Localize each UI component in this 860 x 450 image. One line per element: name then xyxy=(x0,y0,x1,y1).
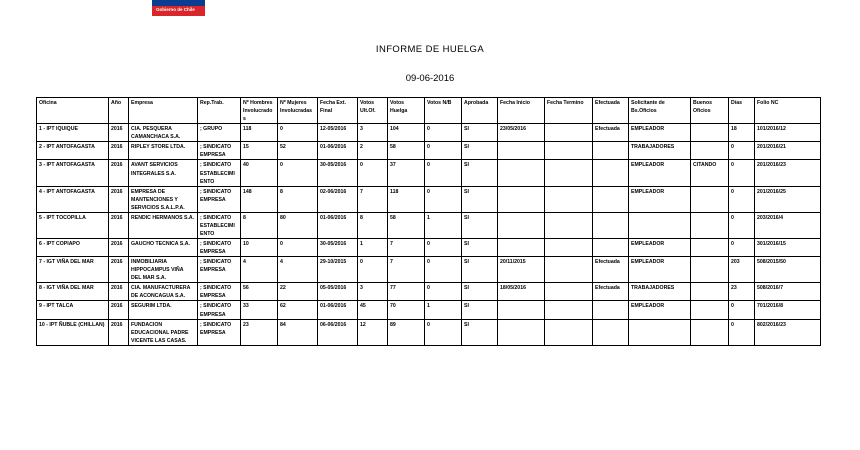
table-row xyxy=(37,186,821,212)
table-row xyxy=(37,239,821,257)
cell-rep-trab: ; SINDICATO ESTABLECIMIENTO xyxy=(198,160,241,186)
table-body xyxy=(37,124,821,346)
cell-dias: 0 xyxy=(729,212,755,238)
cell-votos-nb: 0 xyxy=(425,257,462,283)
cell-votos-huelga: 7 xyxy=(388,239,425,257)
cell-dias: 0 xyxy=(729,239,755,257)
cell-oficina: 6 - IPT COPIAPO xyxy=(37,239,109,257)
cell-votos-ult: 3 xyxy=(358,124,388,142)
cell-fecha-ext: 29-10/2015 xyxy=(318,257,358,283)
cell-fecha-termino xyxy=(545,186,593,212)
cell-aprobada: SI xyxy=(462,186,498,212)
cell-fecha-inicio xyxy=(498,160,545,186)
cell-solicitante: EMPLEADOR xyxy=(629,257,691,283)
cell-rep-trab: ; SINDICATO EMPRESA xyxy=(198,319,241,345)
cell-oficina: 7 - IGT VIÑA DEL MAR xyxy=(37,257,109,283)
cell-empresa: CIA. PESQUERA CAMANCHACA S.A. xyxy=(129,124,198,142)
report-title: INFORME DE HUELGA xyxy=(375,44,485,55)
cell-fecha-inicio: 18/05/2016 xyxy=(498,283,545,301)
cell-folio: 301/2016/15 xyxy=(755,239,821,257)
cell-anio: 2016 xyxy=(109,212,129,238)
table-row xyxy=(37,257,821,283)
cell-votos-ult: 45 xyxy=(358,301,388,319)
cell-fecha-ext: 01-06/2016 xyxy=(318,301,358,319)
cell-folio: 701/2016/8 xyxy=(755,301,821,319)
cell-fecha-inicio: 23/05/2016 xyxy=(498,124,545,142)
cell-empresa: INMOBILIARIA HIPPOCAMPUS VIÑA DEL MAR S.A. xyxy=(129,257,198,283)
cell-efectuada xyxy=(593,186,629,212)
cell-votos-ult: 1 xyxy=(358,239,388,257)
cell-votos-nb: 0 xyxy=(425,239,462,257)
cell-oficina: 8 - IGT VIÑA DEL MAR xyxy=(37,283,109,301)
cell-buenos-oficios: CITANDO xyxy=(691,160,729,186)
cell-solicitante xyxy=(629,319,691,345)
cell-fecha-ext: 30-05/2016 xyxy=(318,239,358,257)
column-header: Nº Hombres Involucrados xyxy=(241,98,278,124)
cell-buenos-oficios xyxy=(691,301,729,319)
cell-votos-ult: 7 xyxy=(358,186,388,212)
cell-buenos-oficios xyxy=(691,283,729,301)
cell-mujeres: 0 xyxy=(278,124,318,142)
cell-votos-huelga: 77 xyxy=(388,283,425,301)
cell-efectuada xyxy=(593,319,629,345)
cell-fecha-inicio xyxy=(498,142,545,160)
cell-mujeres: 62 xyxy=(278,301,318,319)
cell-oficina: 5 - IPT TOCOPILLA xyxy=(37,212,109,238)
cell-fecha-ext: 12-05/2016 xyxy=(318,124,358,142)
cell-aprobada: SI xyxy=(462,283,498,301)
cell-fecha-inicio xyxy=(498,212,545,238)
cell-fecha-inicio xyxy=(498,301,545,319)
cell-fecha-termino xyxy=(545,301,593,319)
cell-aprobada: SI xyxy=(462,124,498,142)
cell-efectuada xyxy=(593,301,629,319)
cell-fecha-ext: 05-05/2016 xyxy=(318,283,358,301)
column-header: Fecha Termino xyxy=(545,98,593,124)
cell-anio: 2016 xyxy=(109,257,129,283)
cell-empresa: CIA. MANUFACTURERA DE ACONCAGUA S.A. xyxy=(129,283,198,301)
cell-anio: 2016 xyxy=(109,301,129,319)
cell-hombres: 40 xyxy=(241,160,278,186)
cell-aprobada: SI xyxy=(462,257,498,283)
cell-aprobada: SI xyxy=(462,212,498,238)
cell-mujeres: 0 xyxy=(278,239,318,257)
cell-anio: 2016 xyxy=(109,283,129,301)
cell-mujeres: 0 xyxy=(278,160,318,186)
column-header: Fecha Inicio xyxy=(498,98,545,124)
column-header: Solicitante de Bs.Oficios xyxy=(629,98,691,124)
cell-votos-nb: 0 xyxy=(425,319,462,345)
logo-text: Gobierno de Chile xyxy=(156,7,195,12)
header-row xyxy=(37,98,821,124)
cell-aprobada: SI xyxy=(462,160,498,186)
table-row xyxy=(37,283,821,301)
column-header: Folio NC xyxy=(755,98,821,124)
cell-solicitante xyxy=(629,212,691,238)
cell-efectuada xyxy=(593,239,629,257)
cell-votos-nb: 1 xyxy=(425,301,462,319)
cell-fecha-termino xyxy=(545,124,593,142)
cell-hombres: 8 xyxy=(241,212,278,238)
cell-hombres: 118 xyxy=(241,124,278,142)
cell-oficina: 3 - IPT ANTOFAGASTA xyxy=(37,160,109,186)
cell-anio: 2016 xyxy=(109,186,129,212)
column-header: Año xyxy=(109,98,129,124)
column-header: Rep.Trab. xyxy=(198,98,241,124)
cell-fecha-inicio: 20/11/2015 xyxy=(498,257,545,283)
cell-rep-trab: ; SINDICATO EMPRESA xyxy=(198,257,241,283)
cell-anio: 2016 xyxy=(109,160,129,186)
column-header: Aprobada xyxy=(462,98,498,124)
cell-hombres: 56 xyxy=(241,283,278,301)
table-row xyxy=(37,124,821,142)
cell-solicitante: EMPLEADOR xyxy=(629,124,691,142)
cell-efectuada xyxy=(593,212,629,238)
cell-folio: 508/2016/7 xyxy=(755,283,821,301)
cell-votos-huelga: 70 xyxy=(388,301,425,319)
cell-empresa: EMPRESA DE MANTENCIONES Y SERVICIOS S.A.L.P.A. xyxy=(129,186,198,212)
cell-empresa: RENDIC HERMANOS S.A. xyxy=(129,212,198,238)
cell-fecha-ext: 01-06/2016 xyxy=(318,212,358,238)
cell-fecha-termino xyxy=(545,257,593,283)
cell-dias: 0 xyxy=(729,319,755,345)
cell-empresa: RIPLEY STORE LTDA. xyxy=(129,142,198,160)
column-header: Fecha Ext. Final xyxy=(318,98,358,124)
cell-dias: 0 xyxy=(729,186,755,212)
cell-rep-trab: ; SINDICATO EMPRESA xyxy=(198,142,241,160)
cell-folio: 201/2016/25 xyxy=(755,186,821,212)
cell-buenos-oficios xyxy=(691,212,729,238)
cell-dias: 0 xyxy=(729,142,755,160)
cell-efectuada xyxy=(593,142,629,160)
cell-fecha-ext: 02-06/2016 xyxy=(318,186,358,212)
cell-solicitante: EMPLEADOR xyxy=(629,186,691,212)
cell-oficina: 10 - IPT ÑUBLE (CHILLAN) xyxy=(37,319,109,345)
cell-folio: 508/2015/50 xyxy=(755,257,821,283)
cell-mujeres: 8 xyxy=(278,186,318,212)
cell-votos-huelga: 58 xyxy=(388,142,425,160)
gobierno-logo xyxy=(152,0,205,16)
cell-anio: 2016 xyxy=(109,319,129,345)
cell-fecha-ext: 06-06/2016 xyxy=(318,319,358,345)
cell-votos-ult: 12 xyxy=(358,319,388,345)
cell-efectuada: Efectuada xyxy=(593,124,629,142)
cell-fecha-termino xyxy=(545,239,593,257)
cell-buenos-oficios xyxy=(691,142,729,160)
cell-dias: 23 xyxy=(729,283,755,301)
cell-votos-nb: 1 xyxy=(425,212,462,238)
cell-fecha-termino xyxy=(545,212,593,238)
cell-aprobada: SI xyxy=(462,319,498,345)
cell-rep-trab: ; SINDICATO EMPRESA xyxy=(198,283,241,301)
cell-hombres: 33 xyxy=(241,301,278,319)
column-header: Votos Ult.Of. xyxy=(358,98,388,124)
cell-solicitante: TRABAJADORES xyxy=(629,283,691,301)
cell-votos-huelga: 58 xyxy=(388,212,425,238)
cell-hombres: 4 xyxy=(241,257,278,283)
cell-hombres: 23 xyxy=(241,319,278,345)
cell-folio: 201/2016/21 xyxy=(755,142,821,160)
cell-votos-nb: 0 xyxy=(425,186,462,212)
cell-votos-nb: 0 xyxy=(425,142,462,160)
table-row xyxy=(37,160,821,186)
column-header: Empresa xyxy=(129,98,198,124)
cell-votos-huelga: 89 xyxy=(388,319,425,345)
cell-folio: 101/2016/12 xyxy=(755,124,821,142)
cell-aprobada: SI xyxy=(462,142,498,160)
cell-folio: 802/2016/23 xyxy=(755,319,821,345)
cell-rep-trab: ; GRUPO xyxy=(198,124,241,142)
cell-votos-nb: 0 xyxy=(425,160,462,186)
report-date: 09-06-2016 xyxy=(405,73,455,84)
cell-empresa: GAUCHO TECNICA S.A. xyxy=(129,239,198,257)
cell-dias: 0 xyxy=(729,160,755,186)
cell-votos-huelga: 104 xyxy=(388,124,425,142)
cell-dias: 0 xyxy=(729,301,755,319)
cell-oficina: 9 - IPT TALCA xyxy=(37,301,109,319)
cell-dias: 18 xyxy=(729,124,755,142)
cell-dias: 203 xyxy=(729,257,755,283)
column-header: Votos Huelga xyxy=(388,98,425,124)
cell-votos-ult: 8 xyxy=(358,212,388,238)
cell-mujeres: 52 xyxy=(278,142,318,160)
cell-anio: 2016 xyxy=(109,124,129,142)
cell-fecha-ext: 30-05/2016 xyxy=(318,160,358,186)
cell-buenos-oficios xyxy=(691,124,729,142)
cell-buenos-oficios xyxy=(691,239,729,257)
cell-votos-ult: 0 xyxy=(358,160,388,186)
cell-folio: 203/2016/4 xyxy=(755,212,821,238)
cell-empresa: FUNDACION EDUCACIONAL PADRE VICENTE LAS CASAS. xyxy=(129,319,198,345)
cell-folio: 201/2016/23 xyxy=(755,160,821,186)
cell-fecha-termino xyxy=(545,283,593,301)
cell-rep-trab: ; SINDICATO ESTABLECIMIENTO xyxy=(198,212,241,238)
cell-anio: 2016 xyxy=(109,239,129,257)
column-header: Días xyxy=(729,98,755,124)
cell-votos-ult: 2 xyxy=(358,142,388,160)
column-header: Votos N/B xyxy=(425,98,462,124)
cell-anio: 2016 xyxy=(109,142,129,160)
table-header xyxy=(37,98,821,124)
cell-oficina: 4 - IPT ANTOFAGASTA xyxy=(37,186,109,212)
cell-solicitante: EMPLEADOR xyxy=(629,160,691,186)
cell-mujeres: 4 xyxy=(278,257,318,283)
cell-rep-trab: ; SINDICATO EMPRESA xyxy=(198,239,241,257)
cell-mujeres: 22 xyxy=(278,283,318,301)
cell-efectuada xyxy=(593,160,629,186)
cell-aprobada: SI xyxy=(462,239,498,257)
cell-mujeres: 80 xyxy=(278,212,318,238)
column-header: Oficina xyxy=(37,98,109,124)
cell-buenos-oficios xyxy=(691,186,729,212)
column-header: Efectuada xyxy=(593,98,629,124)
table-row xyxy=(37,212,821,238)
column-header: Buenos Oficios xyxy=(691,98,729,124)
cell-hombres: 148 xyxy=(241,186,278,212)
cell-buenos-oficios xyxy=(691,319,729,345)
column-header: Nº Mujeres Involucradas xyxy=(278,98,318,124)
cell-fecha-termino xyxy=(545,319,593,345)
cell-empresa: AVANT SERVICIOS INTEGRALES S.A. xyxy=(129,160,198,186)
cell-votos-nb: 0 xyxy=(425,124,462,142)
cell-oficina: 2 - IPT ANTOFAGASTA xyxy=(37,142,109,160)
table-row xyxy=(37,301,821,319)
cell-aprobada: SI xyxy=(462,301,498,319)
cell-oficina: 1 - IPT IQUIQUE xyxy=(37,124,109,142)
cell-votos-ult: 0 xyxy=(358,257,388,283)
cell-votos-huelga: 118 xyxy=(388,186,425,212)
cell-votos-nb: 0 xyxy=(425,283,462,301)
cell-solicitante: EMPLEADOR xyxy=(629,301,691,319)
cell-solicitante: TRABAJADORES xyxy=(629,142,691,160)
cell-empresa: SEGURIM LTDA. xyxy=(129,301,198,319)
cell-fecha-inicio xyxy=(498,186,545,212)
cell-fecha-ext: 01-06/2016 xyxy=(318,142,358,160)
table-row xyxy=(37,142,821,160)
cell-hombres: 10 xyxy=(241,239,278,257)
cell-buenos-oficios xyxy=(691,257,729,283)
cell-rep-trab: ; SINDICATO EMPRESA xyxy=(198,301,241,319)
cell-efectuada: Efectuada xyxy=(593,257,629,283)
cell-fecha-termino xyxy=(545,160,593,186)
table-row xyxy=(37,319,821,345)
cell-fecha-termino xyxy=(545,142,593,160)
cell-hombres: 15 xyxy=(241,142,278,160)
cell-votos-ult: 3 xyxy=(358,283,388,301)
cell-fecha-inicio xyxy=(498,319,545,345)
cell-rep-trab: ; SINDICATO EMPRESA xyxy=(198,186,241,212)
cell-solicitante: EMPLEADOR xyxy=(629,239,691,257)
cell-fecha-inicio xyxy=(498,239,545,257)
cell-mujeres: 84 xyxy=(278,319,318,345)
cell-efectuada: Efectuada xyxy=(593,283,629,301)
cell-votos-huelga: 7 xyxy=(388,257,425,283)
cell-votos-huelga: 37 xyxy=(388,160,425,186)
strike-report-table xyxy=(36,97,821,346)
